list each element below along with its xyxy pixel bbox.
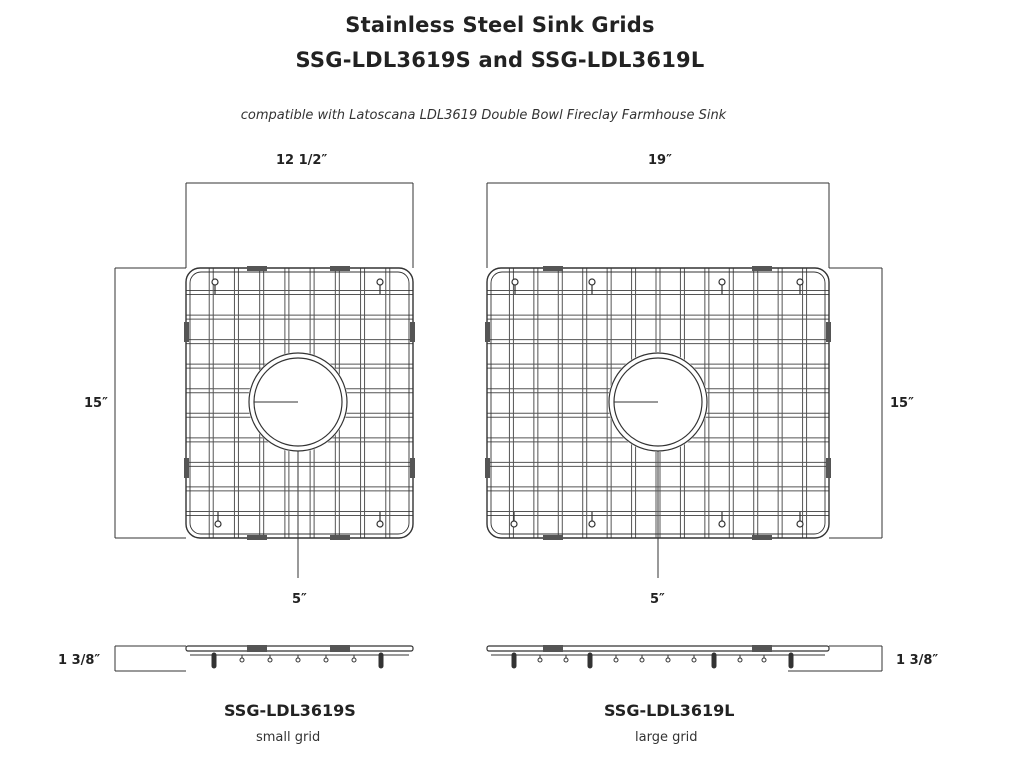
page-title-models: SSG-LDL3619S and SSG-LDL3619L bbox=[295, 48, 705, 72]
side-stud-head bbox=[564, 658, 568, 662]
side-rail bbox=[487, 646, 829, 651]
bumper bbox=[752, 266, 772, 271]
foot-pin-head bbox=[797, 279, 803, 285]
bumper bbox=[410, 458, 415, 478]
side-stud-head bbox=[240, 658, 244, 662]
side-bumper bbox=[752, 645, 772, 652]
side-stud-head bbox=[692, 658, 696, 662]
side-stud-head bbox=[738, 658, 742, 662]
bumper bbox=[826, 458, 831, 478]
side-stud-head bbox=[666, 658, 670, 662]
foot-pin-head bbox=[719, 279, 725, 285]
bumper bbox=[485, 458, 490, 478]
foot-pin-head bbox=[377, 279, 383, 285]
side-stud-head bbox=[614, 658, 618, 662]
side-stud-head bbox=[352, 658, 356, 662]
foot-pin-head bbox=[212, 279, 218, 285]
foot-pin-head bbox=[589, 521, 595, 527]
side-stud-head bbox=[268, 658, 272, 662]
foot-pin-head bbox=[512, 279, 518, 285]
bumper bbox=[410, 322, 415, 342]
foot-pin-head bbox=[215, 521, 221, 527]
side-bumper bbox=[543, 645, 563, 652]
small-grid-plan bbox=[184, 266, 415, 540]
small-drain-label: 5″ bbox=[292, 592, 307, 607]
small-depth-label: 1 3/8″ bbox=[58, 653, 101, 668]
bumper bbox=[184, 322, 189, 342]
large-height-label: 15″ bbox=[890, 396, 914, 411]
small-model-label: SSG-LDL3619S bbox=[224, 701, 356, 720]
small-grid-side-profile bbox=[186, 645, 413, 666]
side-stud-head bbox=[296, 658, 300, 662]
foot-pin-head bbox=[511, 521, 517, 527]
bumper bbox=[543, 266, 563, 271]
foot-pin-head bbox=[797, 521, 803, 527]
bumper bbox=[247, 535, 267, 540]
large-depth-label: 1 3/8″ bbox=[896, 653, 939, 668]
bumper bbox=[247, 266, 267, 271]
large-drain-label: 5″ bbox=[650, 592, 665, 607]
bumper bbox=[485, 322, 490, 342]
side-rail bbox=[186, 646, 413, 651]
foot-pin-head bbox=[719, 521, 725, 527]
page-title: Stainless Steel Sink Grids bbox=[345, 13, 655, 37]
bumper bbox=[752, 535, 772, 540]
small-caption: small grid bbox=[256, 730, 321, 745]
large-caption: large grid bbox=[635, 730, 698, 745]
bumper bbox=[543, 535, 563, 540]
large-width-label: 19″ bbox=[648, 153, 672, 168]
side-stud-head bbox=[640, 658, 644, 662]
bumper bbox=[330, 535, 350, 540]
bumper bbox=[184, 458, 189, 478]
side-stud-head bbox=[762, 658, 766, 662]
foot-pin-head bbox=[377, 521, 383, 527]
small-height-label: 15″ bbox=[84, 396, 108, 411]
bumper bbox=[826, 322, 831, 342]
large-model-label: SSG-LDL3619L bbox=[604, 701, 735, 720]
large-grid-side-profile bbox=[487, 645, 829, 666]
compatibility-note: compatible with Latoscana LDL3619 Double Bowl Fireclay Farmhouse Sink bbox=[240, 108, 727, 123]
bumper bbox=[330, 266, 350, 271]
side-stud-head bbox=[324, 658, 328, 662]
side-stud-head bbox=[538, 658, 542, 662]
side-bumper bbox=[247, 645, 267, 652]
side-bumper bbox=[330, 645, 350, 652]
small-width-label: 12 1/2″ bbox=[276, 153, 328, 168]
foot-pin-head bbox=[589, 279, 595, 285]
